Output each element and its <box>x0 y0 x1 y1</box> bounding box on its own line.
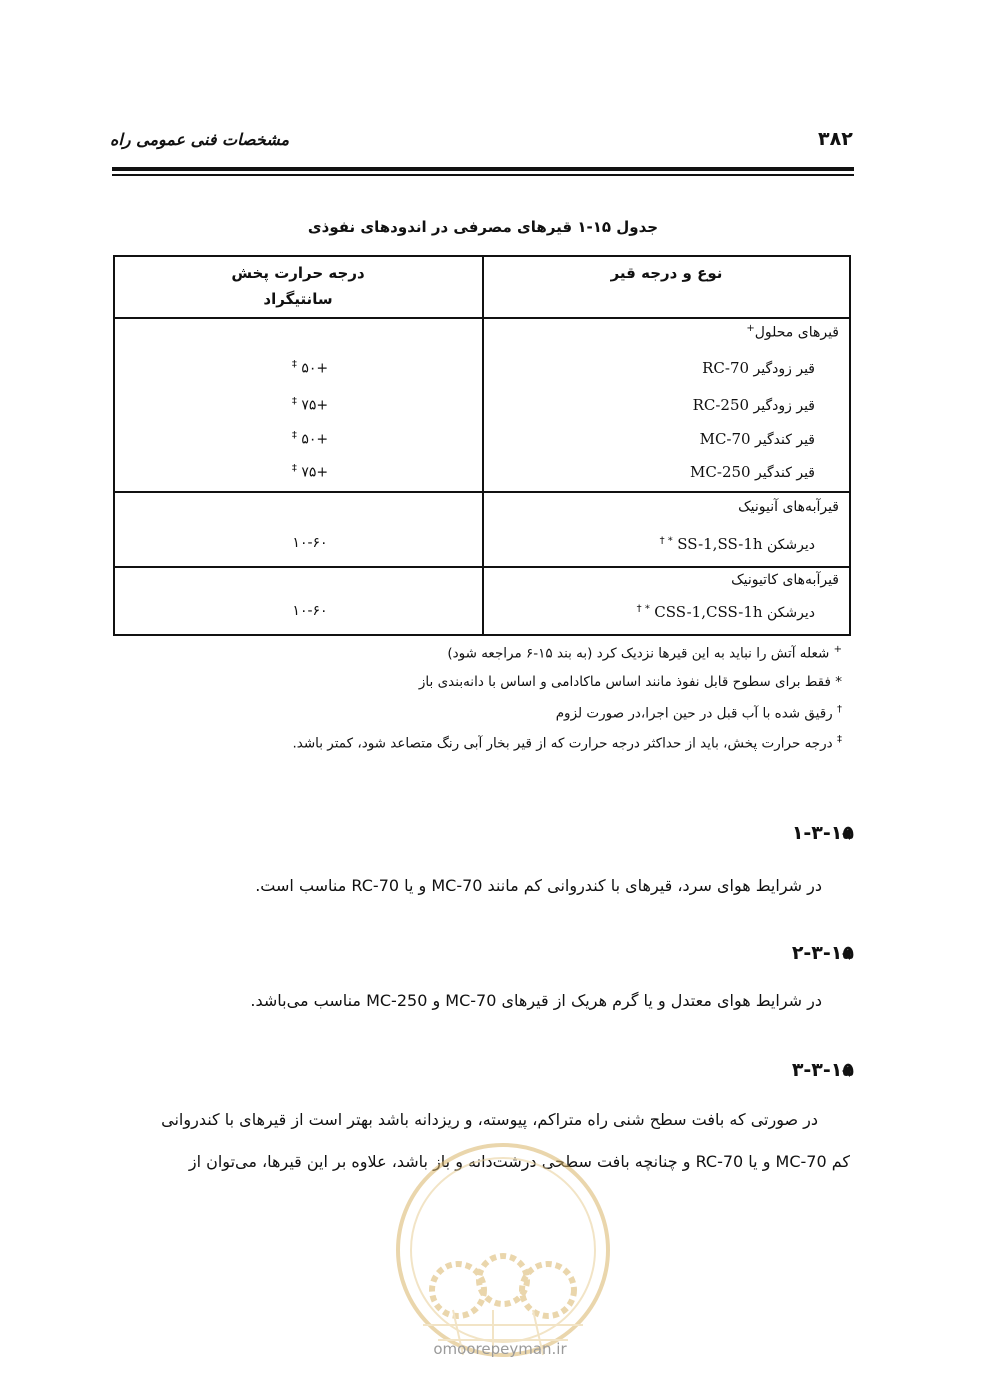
section-paragraph-line: کم MC-70 و یا RC-70 و چنانچه بافت سطحی درشت‌دانه و باز باشد، علاوه بر این قیرها، می‌توان از <box>188 1152 850 1171</box>
table-row-type: قیر زودگیر RC-250 <box>692 396 815 414</box>
group-title: قیرهای محلول+ <box>746 323 839 341</box>
section-paragraph-line: در صورتی که بافت سطح شنی راه متراکم، پیوسته، و ریزدانه باشد بهتر است از قیرهای با کندروانی <box>161 1110 818 1129</box>
watermark-logo-icon <box>383 1140 623 1400</box>
table-row-type: دیرشکن CSS-1,CSS-1h * † <box>636 603 815 621</box>
column-header-temperature-line1: درجه حرارت پخش <box>231 264 365 282</box>
table-row-value: +۷۵ ‡ <box>291 396 329 414</box>
column-header-type: نوع و درجه قیر <box>610 264 723 282</box>
table-row-type: دیرشکن SS-1,SS-1h * † <box>659 535 815 553</box>
section-number: ۳-۳-۱۵ <box>791 1059 854 1081</box>
table-row-value: +۵۰ ‡ <box>291 359 329 377</box>
running-title: مشخصات فنی عمومی راه <box>110 130 290 149</box>
table-column-divider <box>482 255 484 636</box>
header-rule-thick <box>112 167 854 171</box>
footnote: + شعله آتش را نباید به این قیرها نزدیک کرد (به بند ۱۵-۶ مراجعه شود) <box>447 644 842 662</box>
table-row-type: قیر کندگیر MC-250 <box>690 463 815 481</box>
group-title: قیرآبه‌های آنیونیک <box>738 499 839 515</box>
table-row-value: ۱۰-۶۰ <box>292 535 328 551</box>
column-header-temperature <box>115 260 481 312</box>
section-number: ۱-۳-۱۵ <box>791 822 854 844</box>
table-row-value: +۷۵ ‡ <box>291 463 329 481</box>
footnote: ‡ درجه حرارت پخش، باید از حداکثر درجه حرارت که از قیر بخار آبی رنگ متصاعد شود، کمتر باشد. <box>292 734 842 752</box>
header-rule-thin <box>112 174 854 176</box>
column-header-temperature-line2: سانتیگراد <box>263 290 333 308</box>
table-caption: جدول ۱۵-۱ قیرهای مصرفی در اندودهای نفوذی <box>307 218 659 236</box>
section-paragraph: در شرایط هوای معتدل و یا گرم هریک از قیرهای MC-70 و MC-250 مناسب می‌باشد. <box>250 991 822 1010</box>
group-title: قیرآبه‌های کاتیونیک <box>731 572 839 588</box>
table-row-value: ۱۰-۶۰ <box>292 603 328 619</box>
section-number: ۲-۳-۱۵ <box>791 942 854 964</box>
table-group-rule <box>113 566 851 568</box>
table-row-type: قیر کندگیر MC-70 <box>699 430 815 448</box>
table-header-rule <box>113 317 851 319</box>
page-number: ۳۸۲ <box>818 128 853 150</box>
footnote: † رقیق شده با آب قبل در حین اجرا،در صورت لزوم <box>555 704 842 722</box>
watermark-text: omoorepeyman.ir <box>433 1340 567 1358</box>
table-row-value: +۵۰ ‡ <box>291 430 329 448</box>
table-group-rule <box>113 491 851 493</box>
table-row-type: قیر زودگیر RC-70 <box>702 359 815 377</box>
section-paragraph: در شرایط هوای سرد، قیرهای با کندروانی کم مانند MC-70 و یا RC-70 مناسب است. <box>255 876 822 895</box>
footnote: * فقط برای سطوح قابل نفوذ مانند اساس ماکادامی و اساس با دانه‌بندی باز <box>418 674 842 690</box>
